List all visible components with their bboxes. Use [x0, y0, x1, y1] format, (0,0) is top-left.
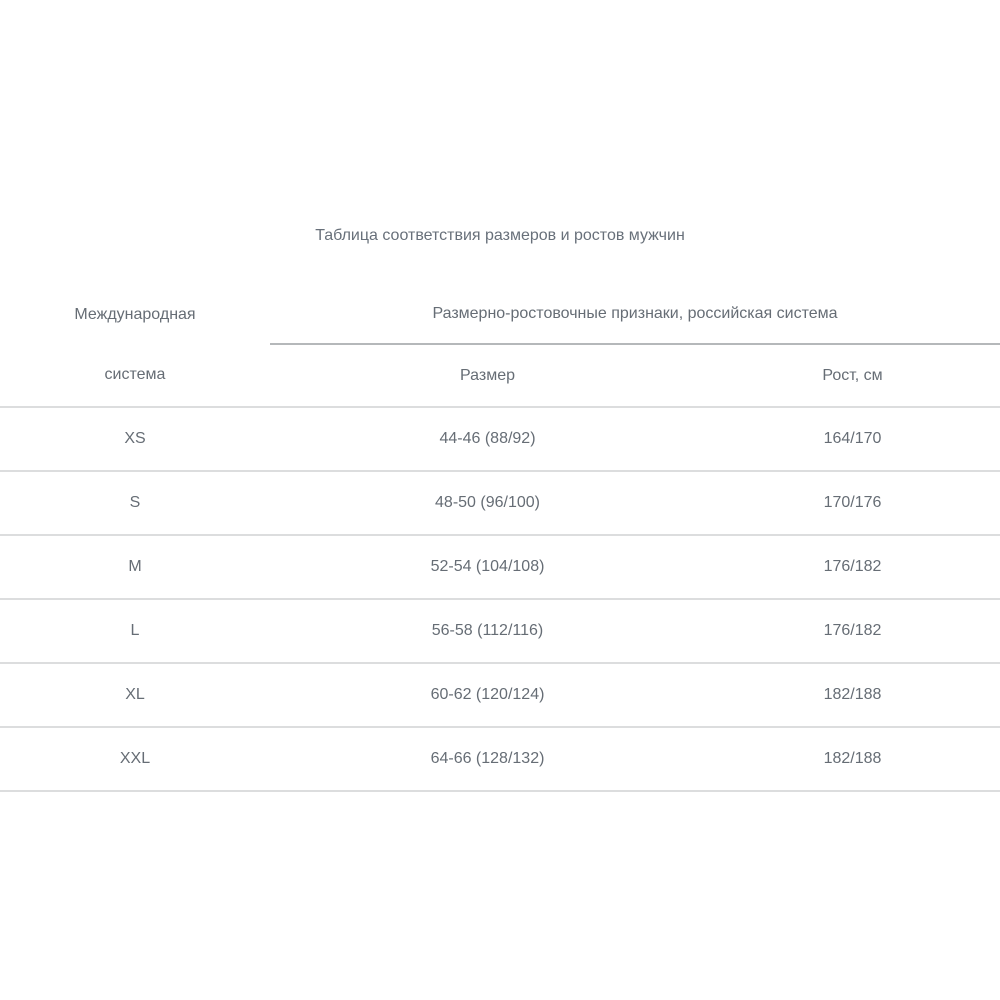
table-header-sub-row [0, 344, 1000, 407]
table-row [0, 407, 1000, 471]
russian-system-group-header: Размерно-ростовочные признаки, российская система [270, 285, 1000, 344]
intl-size-cell: L [0, 599, 270, 663]
height-column-header: Рост, см [705, 344, 1000, 407]
intl-size-cell: M [0, 535, 270, 599]
height-cell: 182/188 [705, 663, 1000, 727]
height-cell: 170/176 [705, 471, 1000, 535]
intl-system-header-line2: система [0, 344, 270, 407]
table-row [0, 727, 1000, 791]
height-cell: 164/170 [705, 407, 1000, 471]
size-cell: 56-58 (112/116) [270, 599, 705, 663]
intl-size-cell: S [0, 471, 270, 535]
size-cell: 60-62 (120/124) [270, 663, 705, 727]
table-header-group-row [0, 285, 1000, 344]
table-row [0, 599, 1000, 663]
intl-size-cell: XS [0, 407, 270, 471]
size-cell: 44-46 (88/92) [270, 407, 705, 471]
page-title: Таблица соответствия размеров и ростов мужчин [315, 227, 685, 244]
size-cell: 48-50 (96/100) [270, 471, 705, 535]
table-row [0, 535, 1000, 599]
intl-size-cell: XXL [0, 727, 270, 791]
height-cell: 182/188 [705, 727, 1000, 791]
size-chart-table [0, 285, 1000, 792]
table-row [0, 471, 1000, 535]
size-cell: 52-54 (104/108) [270, 535, 705, 599]
size-cell: 64-66 (128/132) [270, 727, 705, 791]
intl-system-header-line1: Международная [74, 305, 196, 323]
table-row [0, 663, 1000, 727]
height-cell: 176/182 [705, 535, 1000, 599]
intl-size-cell: XL [0, 663, 270, 727]
size-column-header: Размер [270, 344, 705, 407]
height-cell: 176/182 [705, 599, 1000, 663]
